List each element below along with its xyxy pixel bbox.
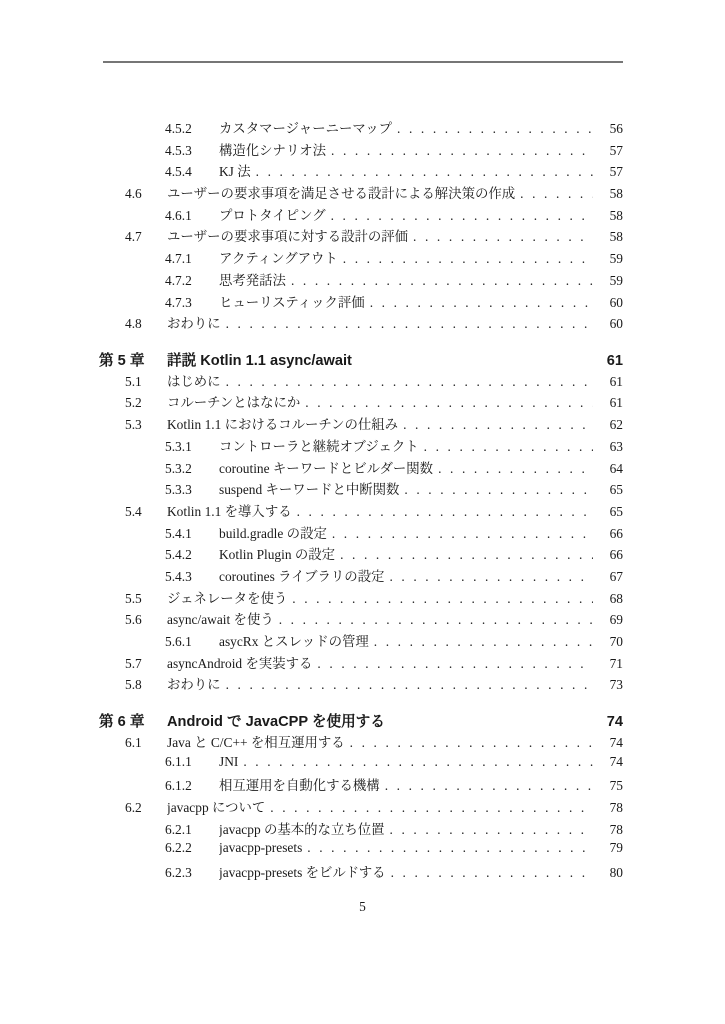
- toc-chapter-row[interactable]: [99, 349, 623, 371]
- toc-entry-number: 5.4.2: [165, 547, 192, 563]
- toc-leader-dots: [331, 208, 593, 224]
- toc-entry-page: 65: [609, 482, 623, 498]
- toc-entry-title: おわりに: [167, 677, 221, 693]
- toc-leader-dots: [424, 439, 593, 455]
- toc-entry-page: 60: [609, 294, 623, 310]
- toc-entry-number: 5.3.3: [165, 482, 192, 498]
- toc-leader-dots: [520, 186, 593, 202]
- toc-entry-page: 65: [609, 503, 623, 519]
- toc-entry-number: 5.4.1: [165, 525, 192, 541]
- toc-entry-page: 58: [609, 207, 623, 223]
- toc-leader-dots: [370, 295, 593, 311]
- toc-entry-row[interactable]: [99, 118, 623, 140]
- toc-entry-page: 69: [609, 612, 623, 628]
- toc-entry-page: 56: [609, 121, 623, 136]
- toc-entry-page: 79: [609, 840, 623, 856]
- toc-leader-dots: [305, 395, 593, 411]
- toc-entry-number: 4.6: [125, 186, 142, 202]
- toc-leader-dots: [389, 569, 593, 585]
- toc-entry-title: javacpp-presets をビルドする: [219, 865, 386, 881]
- toc-entry-page: 71: [609, 655, 623, 671]
- toc-leader-dots: [256, 164, 593, 180]
- toc-leader-dots: [385, 778, 593, 794]
- page-footer: [0, 899, 725, 915]
- toc-leader-dots: [279, 612, 593, 628]
- toc-entry-page: 80: [609, 865, 623, 881]
- toc-entry-number: 6.1: [125, 734, 142, 750]
- toc-leader-dots: [391, 865, 593, 881]
- toc-entry-page: 66: [609, 547, 623, 563]
- toc-entry-page: 57: [609, 142, 623, 158]
- toc-entry-title: 構造化シナリオ法: [219, 142, 326, 158]
- toc-entry-title: プロトタイピング: [219, 207, 326, 223]
- toc-leader-dots: [350, 735, 593, 751]
- toc-entry-page: 68: [609, 590, 623, 606]
- toc-entry-row[interactable]: [99, 436, 623, 458]
- toc-entry-page: 74: [606, 714, 623, 731]
- toc-entry-title: async/await を使う: [167, 612, 274, 628]
- toc-entry-page: 67: [609, 568, 623, 584]
- toc-entry-row[interactable]: [99, 674, 623, 696]
- toc-entry-title: Kotlin Plugin の設定: [219, 547, 336, 563]
- toc-entry-row[interactable]: [99, 609, 623, 631]
- toc-leader-dots: [226, 374, 593, 390]
- toc-entry-row[interactable]: [99, 226, 623, 248]
- toc-entry-page: 75: [609, 778, 623, 794]
- toc-entry-title: 相互運用を自動化する機構: [219, 778, 380, 794]
- toc-entry-title: カスタマージャーニーマップ: [219, 121, 393, 136]
- toc-entry-page: 78: [609, 821, 623, 837]
- toc-entry-title: KJ 法: [219, 164, 251, 180]
- toc-entry-number: 4.6.1: [165, 207, 192, 223]
- footer-page-number: 5: [359, 899, 366, 914]
- toc-entry-title: asyncAndroid を実装する: [167, 655, 313, 671]
- toc-entry-row[interactable]: [99, 819, 623, 841]
- toc-entry-row[interactable]: [99, 313, 623, 335]
- toc-entry-page: 64: [609, 460, 623, 476]
- toc-entry-row[interactable]: [99, 140, 623, 162]
- toc-entry-page: 74: [609, 753, 623, 769]
- toc-entry-number: 5.2: [125, 395, 142, 411]
- toc-entry-number: 5.6.1: [165, 634, 192, 649]
- toc-entry-page: 58: [609, 186, 623, 202]
- toc-entry-title: はじめに: [167, 373, 221, 389]
- toc-entry-row[interactable]: [99, 840, 623, 862]
- toc-entry-row[interactable]: [99, 523, 623, 545]
- toc-entry-title: コントローラと継続オブジェクト: [219, 438, 419, 454]
- toc-entry-title: javacpp の基本的な立ち位置: [219, 821, 385, 837]
- toc-entry-title: JNI: [219, 753, 239, 769]
- toc-entry-title: asycRx とスレッドの管理: [219, 634, 369, 649]
- toc-leader-dots: [331, 143, 593, 159]
- toc-entry-page: 70: [609, 634, 623, 649]
- toc-entry-title: 詳説 Kotlin 1.1 async/await: [167, 353, 352, 370]
- toc-entry-number: 6.2: [125, 800, 142, 815]
- toc-entry-page: 61: [606, 353, 623, 370]
- toc-entry-number: 5.8: [125, 677, 142, 693]
- toc-entry-page: 58: [609, 229, 623, 245]
- toc-entry-title: coroutine キーワードとビルダー関数: [219, 460, 434, 476]
- toc-entry-title: javacpp について: [167, 800, 266, 815]
- toc-leader-dots: [403, 417, 593, 433]
- toc-entry-title: アクティングアウト: [219, 251, 338, 267]
- toc-entry-number: 4.5.4: [165, 164, 192, 180]
- toc-entry-page: 66: [609, 525, 623, 541]
- toc-entry-row[interactable]: [99, 566, 623, 588]
- toc-entry-row[interactable]: [99, 458, 623, 480]
- toc-entry-title: コルーチンとはなにか: [167, 395, 301, 411]
- toc-entry-number: 5.3.2: [165, 460, 192, 476]
- toc-entry-number: 4.7: [125, 229, 142, 245]
- toc-entry-title: Kotlin 1.1 におけるコルーチンの仕組み: [167, 417, 399, 433]
- toc-entry-number: 5.1: [125, 373, 142, 389]
- toc-entry-number: 5.4.3: [165, 568, 192, 584]
- toc-entry-page: 60: [609, 316, 623, 332]
- toc-entry-number: 5.7: [125, 655, 142, 671]
- table-of-contents: [99, 118, 623, 884]
- toc-entry-number: 6.1.2: [165, 778, 192, 794]
- toc-entry-page: 63: [609, 438, 623, 454]
- toc-entry-title: 思考発話法: [219, 272, 286, 288]
- toc-leader-dots: [332, 526, 593, 542]
- toc-entry-title: build.gradle の設定: [219, 525, 327, 541]
- toc-entry-row[interactable]: [99, 183, 623, 205]
- toc-leader-dots: [404, 482, 593, 498]
- toc-leader-dots: [340, 547, 593, 563]
- toc-entry-number: 5.3: [125, 417, 142, 433]
- toc-entry-number: 6.2.2: [165, 840, 192, 856]
- toc-leader-dots: [292, 591, 593, 607]
- toc-entry-row[interactable]: [99, 248, 623, 270]
- toc-entry-row[interactable]: [99, 732, 623, 754]
- header-rule: [103, 61, 623, 63]
- toc-leader-dots: [390, 822, 594, 838]
- toc-entry-title: ユーザーの要求事項を満足させる設計による解決策の作成: [167, 186, 516, 202]
- toc-entry-row[interactable]: [99, 653, 623, 675]
- toc-entry-number: 4.7.2: [165, 272, 192, 288]
- toc-entry-number: 5.6: [125, 612, 142, 628]
- toc-leader-dots: [291, 273, 593, 289]
- toc-entry-number: 第 6 章: [99, 714, 145, 731]
- toc-entry-page: 74: [609, 734, 623, 750]
- toc-leader-dots: [374, 634, 593, 650]
- toc-entry-row[interactable]: [99, 754, 623, 776]
- toc-entry-number: 5.4: [125, 503, 142, 519]
- toc-leader-dots: [343, 251, 593, 267]
- toc-entry-number: 4.7.3: [165, 294, 192, 310]
- toc-entry-number: 6.2.3: [165, 865, 192, 881]
- toc-entry-title: Java と C/C++ を相互運用する: [167, 734, 345, 750]
- toc-entry-title: おわりに: [167, 316, 221, 332]
- toc-entry-row[interactable]: [99, 544, 623, 566]
- toc-entry-page: 78: [609, 800, 623, 815]
- toc-entry-row[interactable]: [99, 392, 623, 414]
- toc-entry-title: ジェネレータを使う: [167, 590, 288, 606]
- toc-entry-title: Android で JavaCPP を使用する: [167, 714, 385, 731]
- toc-leader-dots: [397, 121, 593, 137]
- toc-entry-page: 59: [609, 272, 623, 288]
- toc-entry-row[interactable]: [99, 775, 623, 797]
- toc-entry-page: 59: [609, 251, 623, 267]
- toc-entry-number: 第 5 章: [99, 353, 145, 370]
- toc-entry-title: ユーザーの要求事項に対する設計の評価: [167, 229, 409, 245]
- toc-entry-row[interactable]: [99, 797, 623, 819]
- toc-entry-page: 62: [609, 417, 623, 433]
- toc-entry-title: Kotlin 1.1 を導入する: [167, 503, 292, 519]
- toc-entry-page: 61: [609, 373, 623, 389]
- toc-entry-page: 73: [609, 677, 623, 693]
- toc-entry-row[interactable]: [99, 270, 623, 292]
- toc-entry-title: javacpp-presets: [219, 840, 303, 856]
- toc-leader-dots: [270, 800, 593, 816]
- toc-leader-dots: [226, 316, 593, 332]
- toc-entry-number: 4.5.3: [165, 142, 192, 158]
- toc-leader-dots: [307, 840, 593, 856]
- toc-leader-dots: [297, 504, 593, 520]
- toc-leader-dots: [226, 677, 593, 693]
- toc-leader-dots: [438, 461, 593, 477]
- toc-leader-dots: [317, 656, 593, 672]
- toc-leader-dots: [413, 229, 593, 245]
- toc-entry-title: ヒューリスティック評価: [219, 294, 365, 310]
- toc-entry-page: 57: [609, 164, 623, 180]
- toc-chapter-row[interactable]: [99, 710, 623, 732]
- toc-entry-number: 6.2.1: [165, 821, 192, 837]
- toc-entry-row[interactable]: [99, 862, 623, 884]
- toc-entry-number: 5.3.1: [165, 438, 192, 454]
- toc-entry-title: coroutines ライブラリの設定: [219, 568, 385, 584]
- toc-entry-number: 4.8: [125, 316, 142, 332]
- toc-entry-row[interactable]: [99, 631, 623, 653]
- toc-leader-dots: [243, 754, 593, 770]
- toc-entry-row[interactable]: [99, 588, 623, 610]
- toc-entry-row[interactable]: [99, 371, 623, 393]
- toc-entry-row[interactable]: [99, 414, 623, 436]
- toc-entry-number: 4.7.1: [165, 251, 192, 267]
- toc-entry-number: 6.1.1: [165, 753, 192, 769]
- toc-entry-row[interactable]: [99, 205, 623, 227]
- toc-entry-number: 4.5.2: [165, 121, 192, 136]
- toc-entry-row[interactable]: [99, 161, 623, 183]
- toc-entry-row[interactable]: [99, 479, 623, 501]
- toc-entry-row[interactable]: [99, 501, 623, 523]
- toc-entry-row[interactable]: [99, 292, 623, 314]
- toc-entry-title: suspend キーワードと中断関数: [219, 482, 400, 498]
- toc-entry-page: 61: [609, 395, 623, 411]
- toc-entry-number: 5.5: [125, 590, 142, 606]
